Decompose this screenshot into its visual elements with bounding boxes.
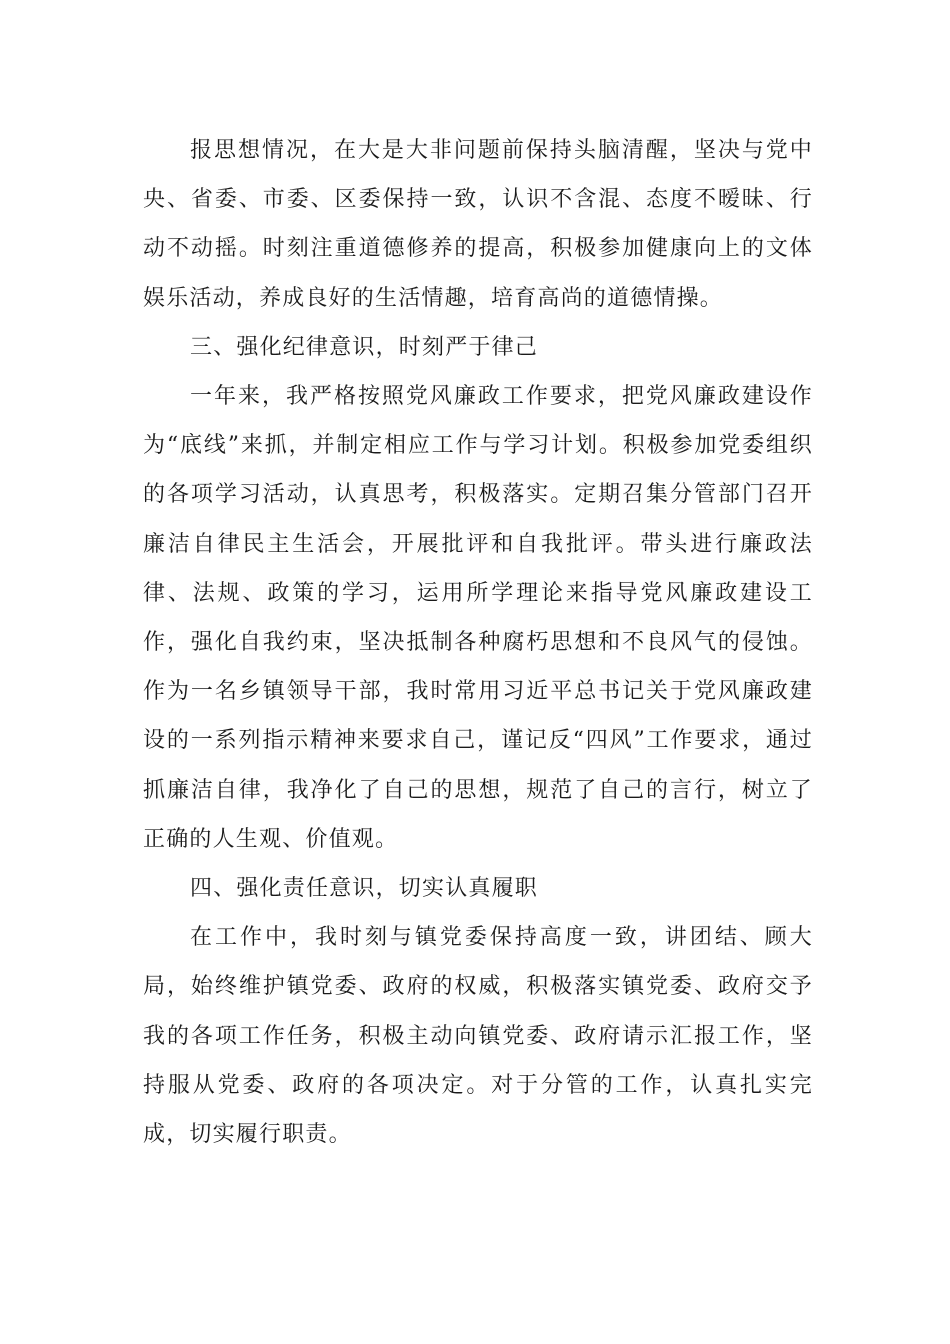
paragraph-discipline: 一年来，我严格按照党风廉政工作要求，把党风廉政建设作为“底线”来抓，并制定相应工作与学习计划。积极参加党委组织的各项学习活动，认真思考，积极落实。定期召集分管部门召开廉洁自律民主生活会，开展批评和自我批评。带头进行廉政法律、法规、政策的学习，运用所学理论来指导党风廉政建设工作，强化自我约束，坚决抵制各种腐朽思想和不良风气的侵蚀。作为一名乡镇领导干部，我时常用习近平总书记关于党风廉政建设的一系列指示精神来要求自己，谨记反“四风”工作要求，通过抓廉洁自律，我净化了自己的思想，规范了自己的言行，树立了正确的人生观、价值观。 <box>143 384 813 852</box>
document-body <box>143 126 813 1159</box>
section-heading-3: 三、强化纪律意识，时刻严于律己 <box>190 334 539 360</box>
section-heading-4: 四、强化责任意识，切实认真履职 <box>190 876 539 902</box>
paragraph-continuation: 报思想情况，在大是大非问题前保持头脑清醒，坚决与党中央、省委、市委、区委保持一致，认识不含混、态度不暧昧、行动不动摇。时刻注重道德修养的提高，积极参加健康向上的文体娱乐活动，养成良好的生活情趣，培育高尚的道德情操。 <box>143 138 813 311</box>
paragraph-responsibility: 在工作中，我时刻与镇党委保持高度一致，讲团结、顾大局，始终维护镇党委、政府的权威，积极落实镇党委、政府交予我的各项工作任务，积极主动向镇党委、政府请示汇报工作，坚持服从党委、政府的各项决定。对于分管的工作，认真扎实完成，切实履行职责。 <box>143 925 813 1148</box>
